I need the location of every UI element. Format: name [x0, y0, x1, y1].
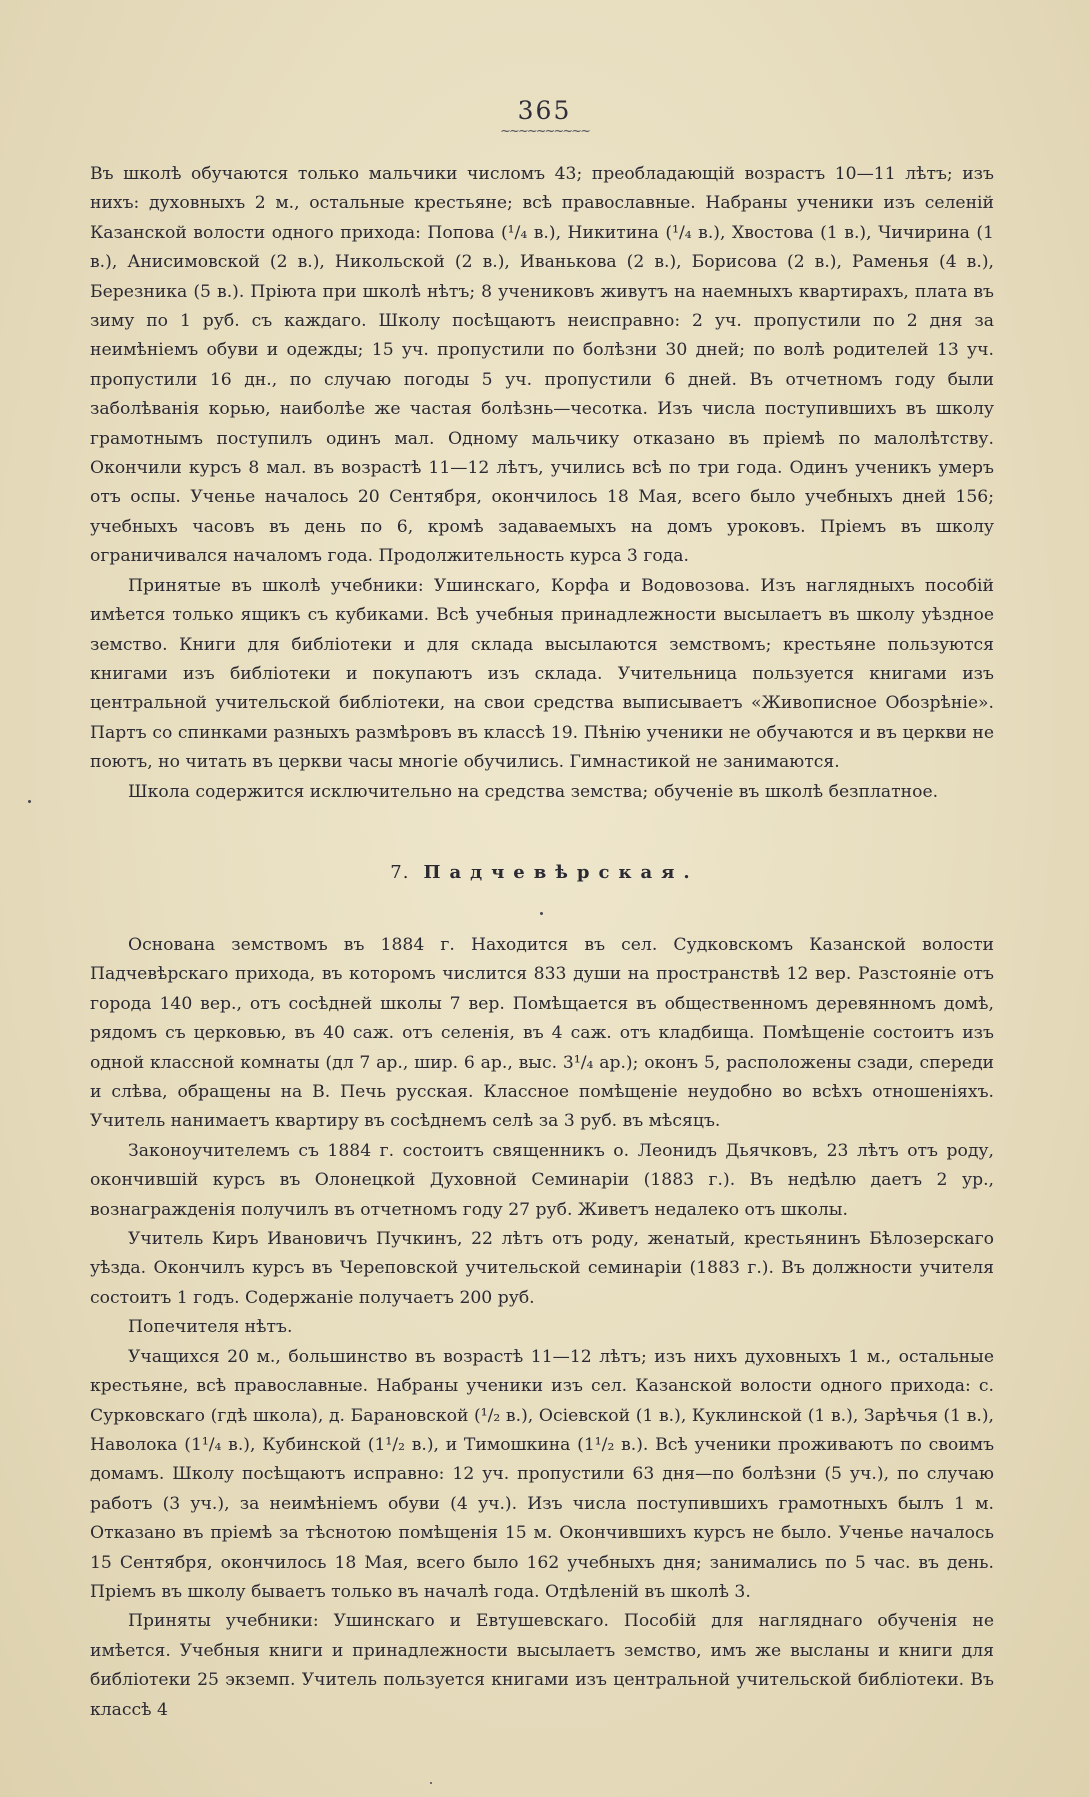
- paragraph: Въ школѣ обучаются только мальчики числомъ 43; преобладающій возрастъ 10—11 лѣтъ; изъ нихъ: духовныхъ 2 м., остальные крестьяне; всѣ православные. Набраны ученики изъ селеній Казанской волости одного прихода: Попова (¹/₄ в.), Никитина (¹/₄ в.), Хвостова (1 в.), Чичирина (1 в.), Анисимовской (2 в.), Никольской (2 в.), Иванькова (2 в.), Борисова (2 в.), Раменья (4 в.), Березника (5 в.). Пріюта при школѣ нѣтъ; 8 учениковъ живутъ на наемныхъ квартирахъ, плата въ зиму по 1 руб. съ каждаго. Школу посѣщаютъ неисправно: 2 уч. пропустили по 2 дня за неимѣніемъ обуви и одежды; 15 уч. пропустили по болѣзни 30 дней; по волѣ родителей 13 уч. пропустили 16 дн., по случаю погоды 5 уч. пропустили 6 дней. Въ отчетномъ году были заболѣванія корью, наиболѣе же частая болѣзнь—чесотка. Изъ числа поступившихъ въ школу грамотнымъ поступилъ одинъ мал. Одному мальчику отказано въ пріемѣ по малолѣтству. Окончили курсъ 8 мал. въ возрастѣ 11—12 лѣтъ, учились всѣ по три года. Одинъ ученикъ умеръ отъ оспы. Ученье началось 20 Сентября, окончилось 18 Мая, всего было учебныхъ дней 156; учебныхъ часовъ въ день по 6, кромѣ задаваемыхъ на домъ уроковъ. Пріемъ въ школу ограничивался началомъ года. Продолжительность курса 3 года.: [90, 164, 994, 567]
- section-2-text: [90, 931, 994, 1725]
- section-name: Падчевѣрская.: [423, 862, 699, 883]
- paper-speck: [540, 912, 543, 915]
- section-heading: [0, 862, 1089, 883]
- paragraph: Попечителя нѣтъ.: [128, 1317, 293, 1338]
- paragraph: Основана земствомъ въ 1884 г. Находится въ сел. Судковскомъ Казанской волости Падчевѣрскаго прихода, въ которомъ числится 833 души на пространствѣ 12 вер. Разстояніе отъ города 140 вер., отъ сосѣдней школы 7 вер. Помѣщается въ общественномъ деревянномъ домѣ, рядомъ съ церковью, въ 40 саж. отъ селенія, въ 4 саж. отъ кладбища. Помѣщеніе состоитъ изъ одной классной комнаты (дл 7 ар., шир. 6 ар., выс. 3¹/₄ ар.); оконъ 5, расположены сзади, спереди и слѣва, обращены на В. Печь русская. Классное помѣщеніе неудобно во всѣхъ отношеніяхъ. Учитель нанимаетъ квартиру въ сосѣднемъ селѣ за 3 руб. въ мѣсяцъ.: [90, 935, 994, 1132]
- paragraph: Школа содержится исключительно на средства земства; обученіе въ школѣ безплатное.: [128, 781, 939, 802]
- paper-speck: [28, 800, 31, 803]
- header-ornament: ~~~~~~~~~~: [500, 124, 589, 139]
- paragraph: Учащихся 20 м., большинство въ возрастѣ 11—12 лѣтъ; изъ нихъ духовныхъ 1 м., остальные крестьяне, всѣ православные. Набраны ученики изъ сел. Казанской волости одного прихода: с. Сурковскаго (гдѣ школа), д. Барановской (¹/₂ в.), Осіевской (1 в.), Куклинской (1 в.), Зарѣчья (1 в.), Наволока (1¹/₄ в.), Кубинской (1¹/₂ в.), и Тимошкина (1¹/₂ в.). Всѣ ученики проживаютъ по своимъ домамъ. Школу посѣщаютъ исправно: 12 уч. пропустили 63 дня—по болѣзни (5 уч.), по случаю работъ (3 уч.), за неимѣніемъ обуви (4 уч.). Изъ числа поступившихъ грамотныхъ былъ 1 м. Отказано въ пріемѣ за тѣснотою помѣщенія 15 м. Окончившихъ курсъ не было. Ученье началось 15 Сентября, окончилось 18 Мая, всего было 162 учебныхъ дня; занимались по 5 час. въ день. Пріемъ въ школу бываетъ только въ началѣ года. Отдѣленій въ школѣ 3.: [90, 1346, 994, 1602]
- paragraph: Законоучителемъ съ 1884 г. состоитъ священникъ о. Леонидъ Дьячковъ, 23 лѣтъ отъ роду, окончившій курсъ въ Олонецкой Духовной Семинаріи (1883 г.). Въ недѣлю даетъ 2 ур., вознагражденія получилъ въ отчетномъ году 27 руб. Живетъ недалеко отъ школы.: [90, 1140, 994, 1220]
- paragraph: Приняты учебники: Ушинскаго и Евтушевскаго. Пособій для нагляднаго обученія не имѣется. Учебныя книги и принадлежности высылаетъ земство, имъ же высланы и книги для библіотеки 25 экземп. Учитель пользуется книгами изъ центральной учительской библіотеки. Въ классѣ 4: [90, 1611, 994, 1720]
- section-number: 7.: [390, 862, 410, 883]
- paragraph: Учитель Киръ Ивановичъ Пучкинъ, 22 лѣтъ отъ роду, женатый, крестьянинъ Бѣлозерскаго уѣзда. Окончилъ курсъ въ Череповской учительской семинаріи (1883 г.). Въ должности учителя состоитъ 1 годъ. Содержаніе получаетъ 200 руб.: [90, 1229, 994, 1308]
- section-1-text: [90, 160, 994, 807]
- page-number: 365: [517, 96, 572, 125]
- paragraph: Принятые въ школѣ учебники: Ушинскаго, Корфа и Водовозова. Изъ наглядныхъ пособій имѣется только ящикъ съ кубиками. Всѣ учебныя принадлежности высылаетъ въ школу уѣздное земство. Книги для библіотеки и для склада высылаются земствомъ; крестьяне пользуются книгами изъ библіотеки и покупаютъ изъ склада. Учительница пользуется книгами изъ центральной учительской библіотеки, на свои средства выписываетъ «Живописное Обозрѣніе». Партъ со спинками разныхъ размѣровъ въ классѣ 19. Пѣнію ученики не обучаются и въ церкви не поютъ, но читать въ церкви часы многіе обучились. Гимнастикой не занимаются.: [90, 575, 994, 773]
- paper-speck: [430, 1782, 432, 1784]
